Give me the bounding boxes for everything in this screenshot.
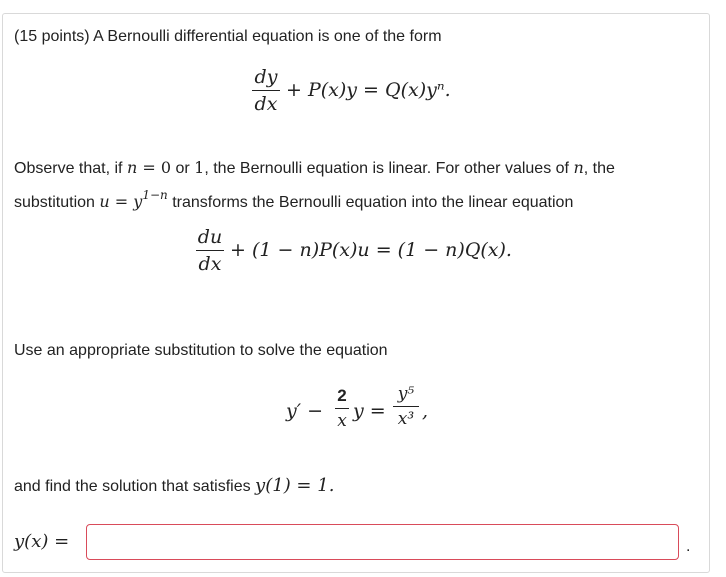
eq3-frac2-numerator: y⁵: [397, 384, 415, 404]
problem-intro: (15 points) A Bernoulli differential equation is one of the form: [14, 28, 442, 45]
answer-input[interactable]: [86, 524, 679, 560]
eq3-frac1-bar: [335, 408, 349, 409]
eq2-numerator: du: [197, 226, 223, 248]
initial-condition: y(1) = 1.: [255, 475, 335, 496]
observe-exponent: 1−n: [142, 188, 168, 202]
eq3-lhs: y′ −: [286, 400, 324, 422]
eq2-rest: + (1 − n)P(x)u = (1 − n)Q(x).: [230, 239, 512, 261]
use-substitution-text: Use an appropriate substitution to solve the equation: [14, 342, 388, 359]
observe-y: y: [133, 192, 143, 211]
observe-text-3: , the: [583, 160, 615, 177]
observe-equals: =: [109, 192, 134, 211]
eq1-rest: + P(x)y = Q(x)yⁿ.: [286, 79, 451, 101]
observe-line-1: [14, 158, 615, 179]
find-solution-line: [14, 476, 334, 497]
observe-text-4: substitution: [14, 194, 100, 211]
observe-u: u: [99, 192, 110, 211]
eq3-fraction-1: [335, 386, 349, 431]
eq3-tail: ,: [422, 400, 429, 422]
answer-trailing-period: .: [686, 538, 691, 555]
observe-n-1: n: [126, 158, 138, 177]
eq1-fraction-bar: [252, 90, 280, 91]
eq1-denominator: dx: [254, 93, 278, 115]
answer-label: y(x) =: [14, 531, 70, 552]
eq2-fraction: [196, 226, 224, 275]
eq3-frac2-bar: [393, 406, 419, 407]
eq2-denominator: dx: [198, 253, 222, 275]
observe-text-1: Observe that, if: [14, 160, 127, 177]
find-solution-text: and find the solution that satisfies: [14, 478, 256, 495]
eq3-mid: y =: [353, 400, 386, 422]
eq1-fraction: [252, 66, 280, 115]
eq3-fraction-2: [393, 384, 419, 429]
observe-one: 1: [194, 158, 205, 177]
eq3-frac1-denominator: x: [337, 411, 347, 431]
eq1-numerator: dy: [254, 66, 278, 88]
eq3-frac1-numerator: 2: [337, 386, 347, 405]
observe-eq-zero: = 0: [137, 158, 172, 177]
observe-text-2: , the Bernoulli equation is linear. For other values of: [204, 160, 574, 177]
observe-text-5: transforms the Bernoulli equation into the linear equation: [167, 194, 574, 211]
eq2-fraction-bar: [196, 250, 224, 251]
observe-line-2: [14, 185, 573, 213]
observe-or: or: [171, 160, 195, 177]
observe-n-2: n: [573, 158, 584, 177]
eq3-frac2-denominator: x³: [397, 409, 415, 429]
